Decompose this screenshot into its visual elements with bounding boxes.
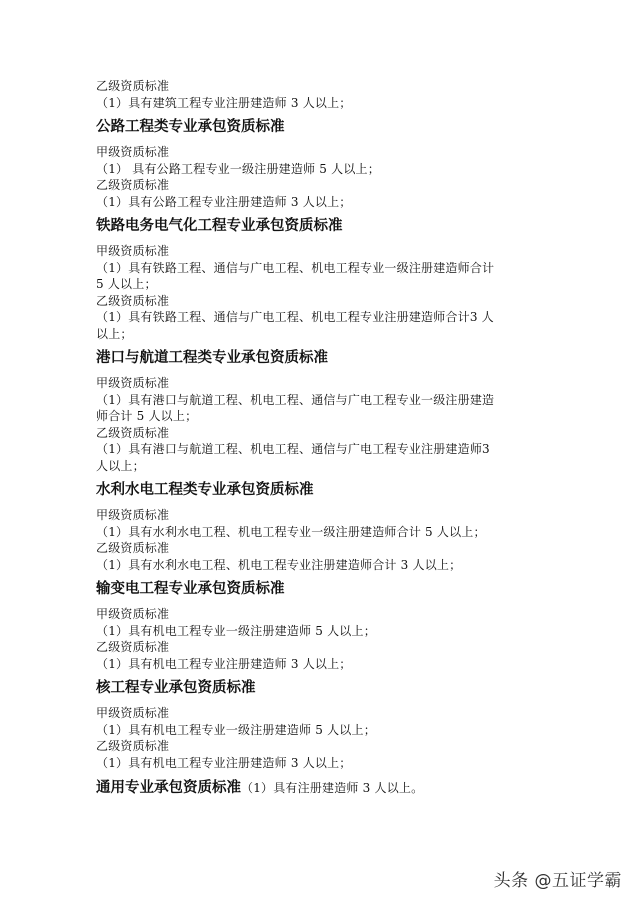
requirement-item: 5 人以上； [96, 277, 157, 291]
section-title: 港口与航道工程类专业承包资质标准 [96, 350, 328, 366]
grade-label: 甲级资质标准 [96, 244, 170, 258]
requirement-item: 以上； [96, 326, 133, 341]
requirement-item: 人以上； [96, 458, 145, 473]
top-block [96, 78, 566, 111]
qualification-section [96, 678, 566, 771]
qualification-section [96, 579, 566, 672]
grade-label: 甲级资质标准 [96, 376, 170, 390]
grade-label: 乙级资质标准 [96, 739, 170, 753]
requirement-item: （1）具有铁路工程、通信与广电工程、机电工程专业注册建造师合计3 人 [96, 310, 494, 324]
qualification-section [96, 348, 566, 474]
requirement-item: （1）具有公路工程专业注册建造师 3 人以上； [96, 194, 352, 209]
requirement-item: （1）具有水利水电工程、机电工程专业一级注册建造师合计 5 人以上； [96, 524, 486, 539]
grade-label: 甲级资质标准 [96, 508, 170, 522]
qualification-section [96, 480, 566, 573]
source-watermark: 头条 @五证学霸 [493, 871, 622, 891]
qualification-section [96, 216, 566, 342]
requirement-item: （1）具有机电工程专业注册建造师 3 人以上； [96, 656, 352, 671]
section-title: 水利水电工程类专业承包资质标准 [96, 482, 314, 498]
section-title: 输变电工程专业承包资质标准 [96, 581, 285, 597]
section-title: 公路工程类专业承包资质标准 [96, 119, 285, 135]
grade-label: 甲级资质标准 [96, 145, 170, 159]
grade-label: 甲级资质标准 [96, 706, 170, 720]
grade-label: 乙级资质标准 [96, 293, 170, 308]
section-title: 铁路电务电气化工程专业承包资质标准 [96, 218, 343, 234]
requirement-item: （1）具有机电工程专业一级注册建造师 5 人以上； [96, 623, 376, 638]
final-section [96, 777, 566, 798]
requirement-item: （1）具有水利水电工程、机电工程专业注册建造师合计 3 人以上； [96, 557, 462, 572]
grade-label: 乙级资质标准 [96, 640, 170, 654]
grade-label: 乙级资质标准 [96, 541, 170, 555]
requirement-item: （1）具有注册建造师 3 人以上。 [241, 781, 424, 795]
requirement-item: （1）具有港口与航道工程、机电工程、通信与广电工程专业一级注册建造 [96, 392, 495, 407]
requirement-item: （1） 具有公路工程专业一级注册建造师 5 人以上； [96, 161, 380, 176]
sections-container [96, 117, 566, 771]
qualification-section [96, 117, 566, 210]
document-body [96, 78, 566, 798]
requirement-item: （1）具有机电工程专业一级注册建造师 5 人以上； [96, 722, 376, 737]
grade-label: 乙级资质标准 [96, 425, 170, 440]
requirement-item: （1）具有建筑工程专业注册建造师 3 人以上； [96, 95, 352, 110]
grade-label: 乙级资质标准 [96, 178, 170, 192]
requirement-item: （1）具有铁路工程、通信与广电工程、机电工程专业一级注册建造师合计 [96, 260, 495, 275]
grade-label: 甲级资质标准 [96, 607, 170, 621]
requirement-item: （1）具有港口与航道工程、机电工程、通信与广电工程专业注册建造师3 [96, 442, 490, 456]
requirement-item: 师合计 5 人以上； [96, 409, 198, 423]
grade-label: 乙级资质标准 [96, 79, 170, 93]
section-title: 核工程专业承包资质标准 [96, 680, 256, 696]
section-title: 通用专业承包资质标准 [96, 780, 241, 796]
requirement-item: （1）具有机电工程专业注册建造师 3 人以上； [96, 755, 352, 770]
